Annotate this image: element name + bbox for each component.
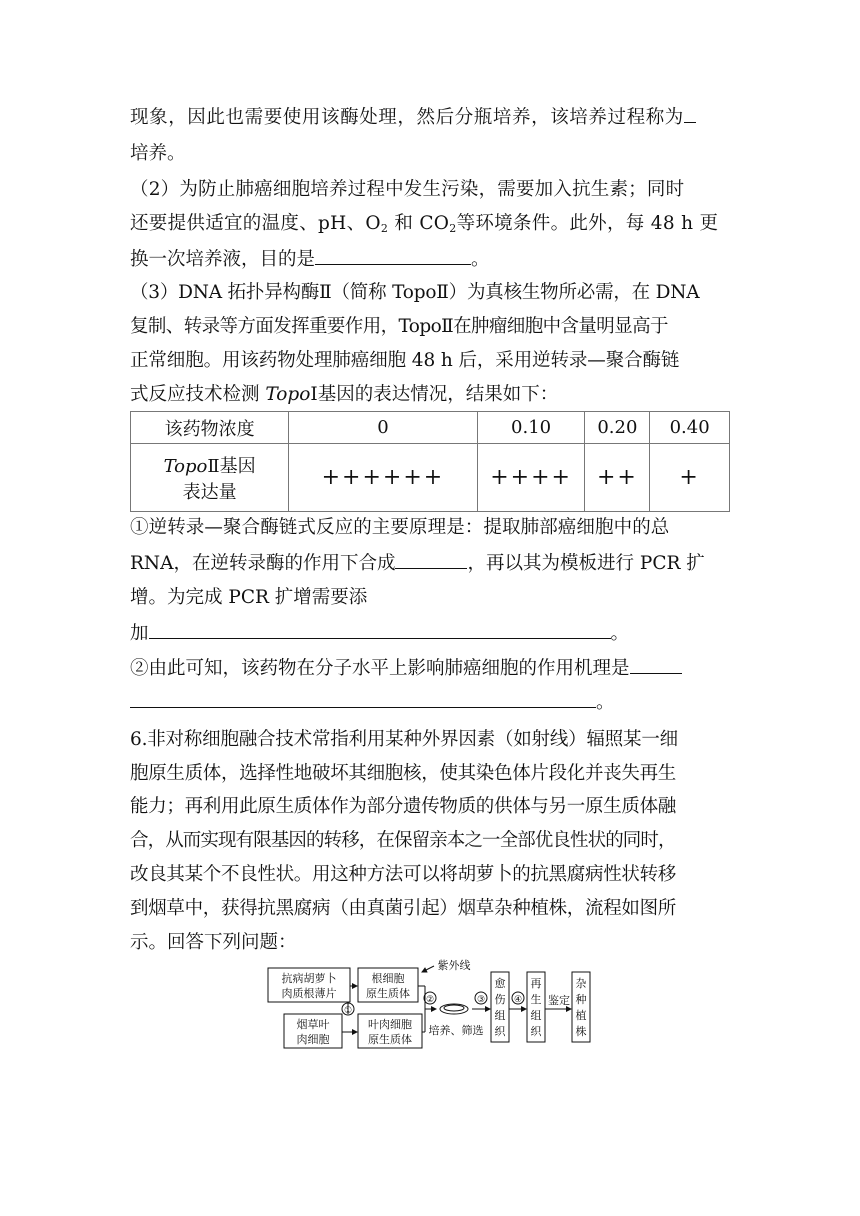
answer-blank-1[interactable] [684, 104, 696, 123]
hybrid-char: 种 [575, 993, 587, 1006]
q5-p3-line-3: 正常细胞。用该药物处理肺癌细胞 48 h 后，采用逆转录—聚合酶链 [130, 350, 680, 371]
table-cell: ++++ [477, 444, 585, 512]
answer-blank-5[interactable] [630, 655, 682, 674]
q5-p3-line-1: （3）DNA 拓扑异构酶Ⅱ（简称 TopoⅡ）为真核生物所必需，在 DNA [130, 282, 700, 303]
q5-s2-line-1: ②由此可知，该药物在分子水平上影响肺癌细胞的作用机理是 [130, 655, 682, 681]
identify-label: 鉴定 [548, 994, 570, 1007]
regen-char: 生 [530, 993, 542, 1006]
hybrid-char: 植 [575, 1009, 587, 1022]
table-header-label: 该药物浓度 [131, 412, 289, 444]
hybrid-char: 株 [575, 1025, 587, 1038]
q5-line-2: 培养。 [130, 143, 186, 164]
q5-line-1: 现象，因此也需要使用该酶处理，然后分瓶培养，该培养过程称为 [130, 104, 696, 130]
hybrid-char: 杂 [575, 977, 587, 990]
box3-line1: 根细胞 [371, 972, 405, 985]
step-4-label: ④ [513, 995, 523, 1005]
box1-line1: 抗病胡萝卜 [281, 972, 337, 985]
table-cell: 0.20 [585, 412, 650, 444]
box1-line2: 肉质根薄片 [281, 987, 337, 1000]
q5-s1-line-2: RNA，在逆转录酶的作用下合成 ，再以其为模板进行 PCR 扩 [130, 550, 705, 576]
callus-char: 伤 [494, 993, 506, 1006]
callus-char: 组 [494, 1009, 506, 1022]
q6-line-3: 能力；再利用此原生质体作为部分遗传物质的供体与另一原生质体融 [130, 796, 677, 817]
answer-blank-2[interactable] [315, 246, 471, 265]
box4-line1: 叶肉细胞 [368, 1018, 412, 1031]
q6-line-6: 到烟草中，获得抗黑腐病（由真菌引起）烟草杂种植株，流程如图所 [130, 898, 677, 919]
q5-p3-line-4: 式反应技术检测 TopoⅠ基因的表达情况，结果如下： [130, 384, 559, 405]
step-3-label: ③ [476, 995, 486, 1005]
q6-line-7: 示。回答下列问题： [130, 932, 297, 953]
flow-diagram [262, 958, 612, 1054]
answer-blank-4[interactable] [149, 620, 611, 639]
q5-p3-line-2: 复制、转录等方面发挥重要作用，TopoⅡ在肿瘤细胞中含量明显高于 [130, 316, 668, 337]
table-cell: 0.40 [650, 412, 730, 444]
q5-s1-line-3: 增。为完成 PCR 扩增需要添 [130, 587, 368, 608]
step-1-label: ① [343, 1006, 353, 1016]
table-cell: ++ [585, 444, 650, 512]
q6-line-5: 改良其某个不良性状。用这种方法可以将胡萝卜的抗黑腐病性状转移 [130, 864, 677, 885]
q5-s1-line-1: ①逆转录—聚合酶链式反应的主要原理是：提取肺部癌细胞中的总 [130, 517, 670, 538]
answer-blank-3[interactable] [395, 550, 467, 569]
q5-s1-line-4: 加 。 [130, 620, 629, 646]
q5-p2-line-3: 换一次培养液，目的是 。 [130, 246, 490, 272]
box3-line2: 原生质体 [366, 987, 410, 1000]
box2-line1: 烟草叶 [296, 1018, 330, 1031]
q5-p2-line-2: 还要提供适宜的温度、pH、$O_2$ 和 $CO_2$等环境条件。此外，每 48 h 更 [130, 213, 719, 235]
table-row-label: TopoⅡ基因 表达量 [131, 444, 289, 512]
table-cell: + [650, 444, 730, 512]
table-cell: 0.10 [477, 412, 585, 444]
culture-label: 培养、筛选 [428, 1024, 484, 1037]
callus-char: 愈 [494, 977, 506, 990]
q6-line-2: 胞原生质体，选择性地破坏其细胞核，使其染色体片段化并丧失再生 [130, 763, 677, 784]
box4-line2: 原生质体 [368, 1033, 412, 1046]
expression-table [130, 411, 730, 512]
regen-char: 织 [530, 1025, 542, 1038]
table-row [131, 444, 730, 512]
regen-char: 组 [530, 1009, 542, 1022]
q6-line-4: 合，从而实现有限基因的转移，在保留亲本之一全部优良性状的同时， [130, 830, 676, 851]
table-cell: 0 [289, 412, 477, 444]
table-row [131, 412, 730, 444]
q5-s2-line-2: 。 [130, 689, 615, 715]
table-cell: ++++++ [289, 444, 477, 512]
q5-p2-line-1: （2）为防止肺癌细胞培养过程中发生污染，需要加入抗生素；同时 [130, 179, 685, 200]
step-2-label: ② [425, 995, 435, 1005]
regen-char: 再 [530, 977, 542, 990]
q6-line-1: 6.非对称细胞融合技术常指利用某种外界因素（如射线）辐照某一细 [130, 729, 678, 750]
uv-label: 紫外线 [437, 959, 471, 972]
callus-char: 织 [494, 1025, 506, 1038]
box2-line2: 肉细胞 [296, 1033, 330, 1046]
answer-blank-6[interactable] [130, 689, 596, 708]
